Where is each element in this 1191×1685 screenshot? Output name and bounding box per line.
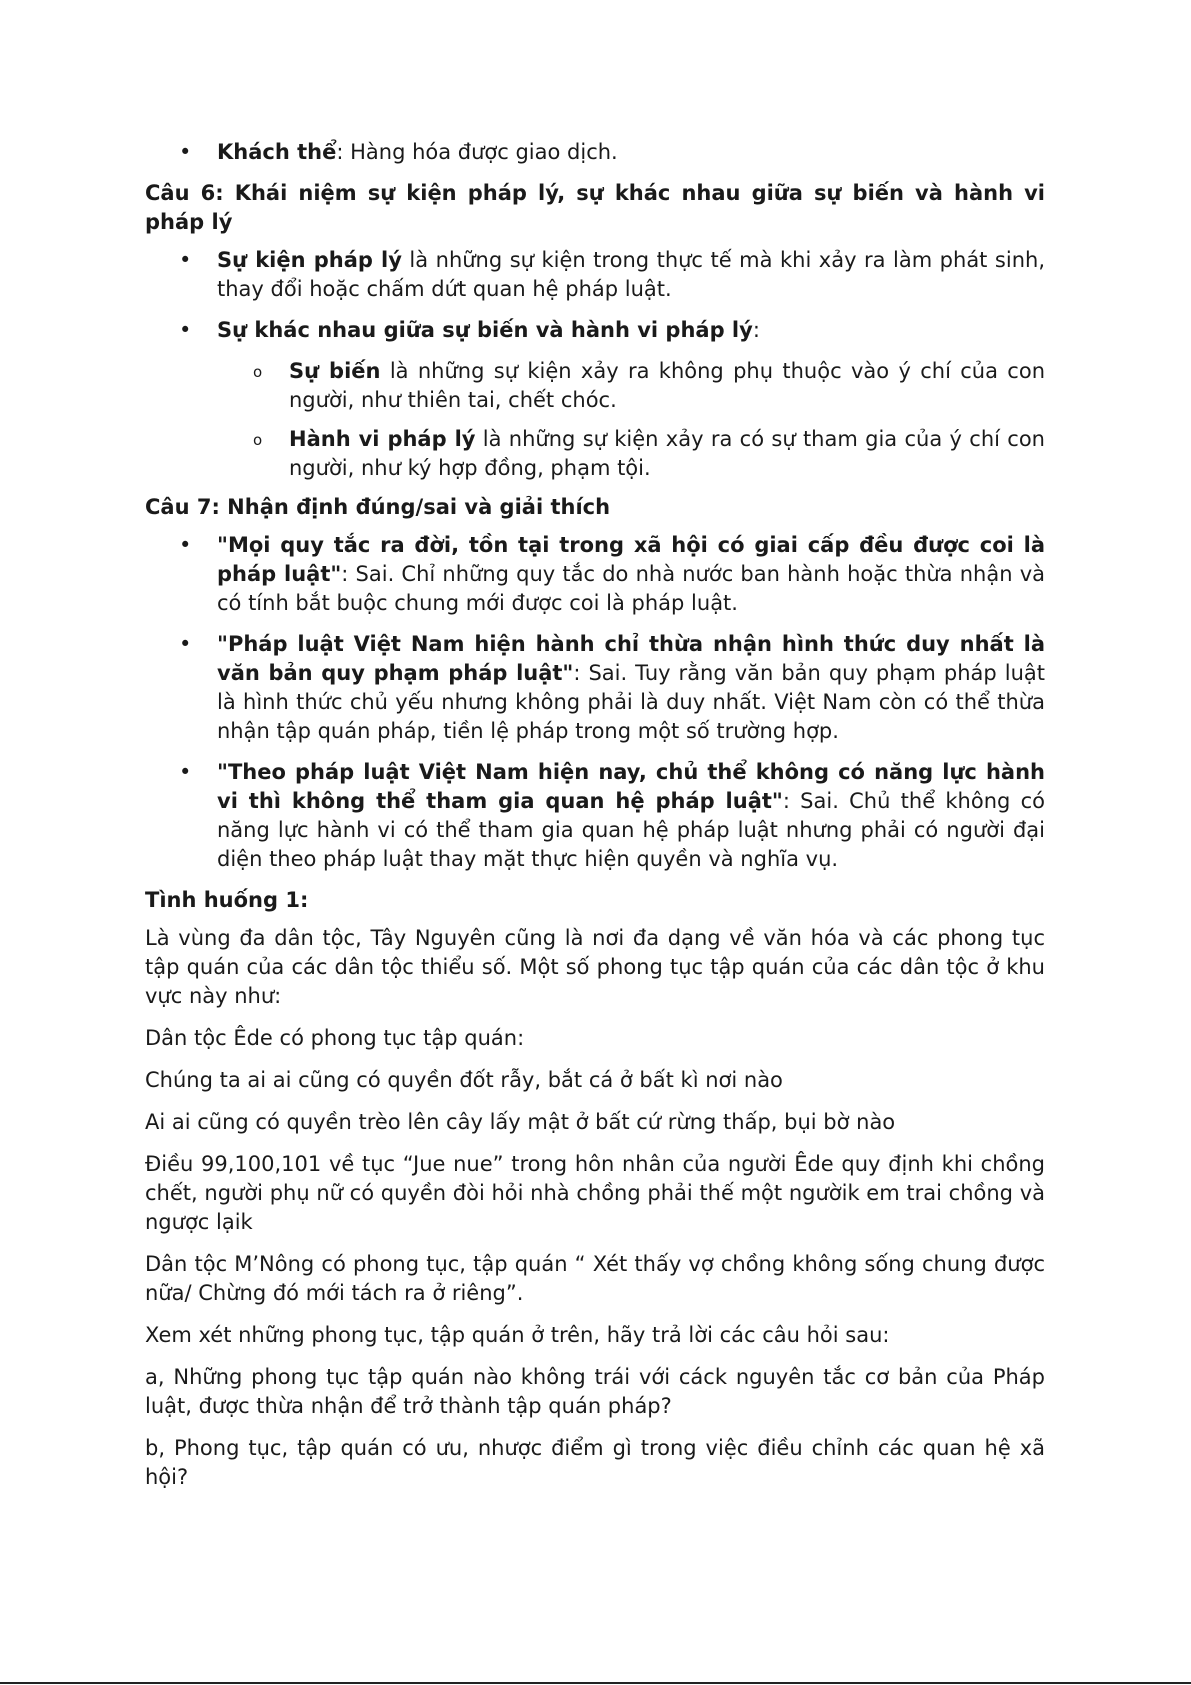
paragraph: Điều 99,100,101 về tục “Jue nue” trong hôn nhân của người Êde quy định khi chồng chết, người phụ nữ có quyền đòi hỏi nhà chồng phải thế một ngườik em trai chồng và ngược lạik bbox=[145, 1152, 1045, 1234]
term-su-bien: Sự biến bbox=[289, 359, 381, 383]
bullet-icon: • bbox=[179, 632, 192, 656]
statement-3: "Theo pháp luật Việt Nam hiện nay, chủ thể không có năng lực hành vi thì không thể tham gia quan hệ pháp luật" bbox=[217, 760, 1045, 813]
bullet-icon: • bbox=[179, 318, 192, 342]
term-su-khac-nhau: Sự khác nhau giữa sự biến và hành vi pháp lý bbox=[217, 318, 753, 342]
list-item-khach-the bbox=[145, 138, 1045, 167]
text-su-bien: là những sự kiện xảy ra không phụ thuộc vào ý chí của con người, như thiên tai, chết chóc. bbox=[289, 359, 1046, 412]
paragraph: Ai ai cũng có quyền trèo lên cây lấy mật ở bất cứ rừng thấp, bụi bờ nào bbox=[145, 1110, 896, 1134]
text-khach-the: : Hàng hóa được giao dịch. bbox=[336, 140, 618, 164]
paragraph: Dân tộc Êde có phong tục tập quán: bbox=[145, 1026, 525, 1050]
list-item-statement-2 bbox=[145, 630, 1045, 746]
paragraph: Chúng ta ai ai cũng có quyền đốt rẫy, bắt cá ở bất kì nơi nào bbox=[145, 1068, 783, 1092]
statement-1: "Mọi quy tắc ra đời, tồn tại trong xã hội có giai cấp đều được coi là pháp luật" bbox=[217, 533, 1045, 586]
page-bottom-rule bbox=[0, 1682, 1191, 1684]
bullet-list-cau-7 bbox=[145, 531, 1045, 874]
term-su-kien-phap-ly: Sự kiện pháp lý bbox=[217, 248, 402, 272]
answer-1: : Sai. Chỉ những quy tắc do nhà nước ban hành hoặc thừa nhận và có tính bắt buộc chung mới được coi là pháp luật. bbox=[217, 562, 1045, 615]
answer-3: : Sai. Chủ thể không có năng lực hành vi có thể tham gia quan hệ pháp luật nhưng phải có người đại diện theo pháp luật thay mặt thực hiện quyền và nghĩa vụ. bbox=[217, 789, 1046, 871]
document-page bbox=[145, 138, 1045, 1505]
sub-item-hanh-vi-phap-ly bbox=[145, 425, 1045, 483]
bullet-icon: • bbox=[179, 760, 192, 784]
list-item-statement-3 bbox=[145, 758, 1045, 874]
list-item-su-khac-nhau bbox=[145, 316, 1045, 345]
circle-bullet-icon: o bbox=[253, 431, 263, 449]
bullet-icon: • bbox=[179, 248, 192, 272]
paragraph: Xem xét những phong tục, tập quán ở trên, hãy trả lời các câu hỏi sau: bbox=[145, 1323, 890, 1347]
heading-cau-7: Câu 7: Nhận định đúng/sai và giải thích bbox=[145, 495, 611, 519]
circle-bullet-icon: o bbox=[253, 363, 263, 381]
list-item-su-kien-phap-ly bbox=[145, 246, 1045, 304]
bullet-icon: • bbox=[179, 140, 192, 164]
text-su-kien-phap-ly: là những sự kiện trong thực tế mà khi xảy ra làm phát sinh, thay đổi hoặc chấm dứt quan hệ pháp luật. bbox=[217, 248, 1045, 301]
term-hanh-vi-phap-ly: Hành vi pháp lý bbox=[289, 427, 476, 451]
paragraph: b, Phong tục, tập quán có ưu, nhược điểm gì trong việc điều chỉnh các quan hệ xã hội? bbox=[145, 1436, 1045, 1489]
statement-2: "Pháp luật Việt Nam hiện hành chỉ thừa nhận hình thức duy nhất là văn bản quy phạm pháp luật" bbox=[217, 632, 1045, 685]
text-su-khac-nhau: : bbox=[752, 318, 760, 342]
sub-item-su-bien bbox=[145, 357, 1045, 415]
paragraph: Dân tộc M’Nông có phong tục, tập quán “ Xét thấy vợ chồng không sống chung được nữa/ Chừng đó mới tách ra ở riêng”. bbox=[145, 1252, 1045, 1305]
bullet-list-top bbox=[145, 138, 1045, 167]
heading-tinh-huong-1: Tình huống 1: bbox=[145, 888, 309, 912]
paragraph: Là vùng đa dân tộc, Tây Nguyên cũng là nơi đa dạng về văn hóa và các phong tục tập quán của các dân tộc thiểu số. Một số phong tục tập quán của các dân tộc ở khu vực này như: bbox=[145, 926, 1045, 1008]
term-khach-the: Khách thể bbox=[217, 140, 337, 164]
paragraph: a, Những phong tục tập quán nào không trái với cáck nguyên tắc cơ bản của Pháp luật, được thừa nhận để trở thành tập quán pháp? bbox=[145, 1365, 1045, 1418]
bullet-list-cau-6 bbox=[145, 246, 1045, 345]
text-hanh-vi-phap-ly: là những sự kiện xảy ra có sự tham gia của ý chí con người, như ký hợp đồng, phạm tội. bbox=[289, 427, 1045, 480]
bullet-icon: • bbox=[179, 533, 192, 557]
answer-2: : Sai. Tuy rằng văn bản quy phạm pháp luật là hình thức chủ yếu nhưng không phải là duy nhất. Việt Nam còn có thể thừa nhận tập quán pháp, tiền lệ pháp trong một số trường hợp. bbox=[217, 661, 1045, 743]
list-item-statement-1 bbox=[145, 531, 1045, 618]
heading-cau-6: Câu 6: Khái niệm sự kiện pháp lý, sự khác nhau giữa sự biến và hành vi pháp lý bbox=[145, 181, 1045, 234]
sub-list-cau-6 bbox=[145, 357, 1045, 483]
